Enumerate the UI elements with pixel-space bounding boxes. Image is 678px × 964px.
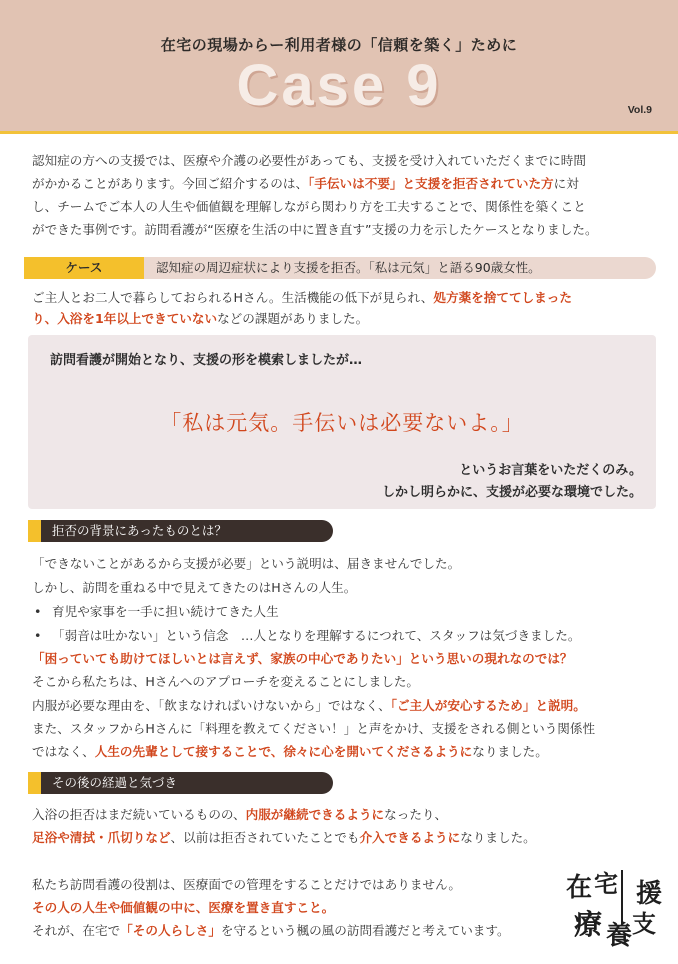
intro-highlight: 「手伝いは不要」と支援を拒否されていた方 [308,176,554,191]
section1-line-4: 内服が必要な理由を、「飲まなければいけないから」ではなく、「ご主人が安心するため」と説明。 [32,698,586,713]
section2-line-3: 私たち訪問看護の役割は、医療面での管理をすることだけではありません。 [32,877,461,892]
case-text-line-1: ご主人とお二人で暮らしておられるHさん。生活機能の低下が見られ、処方薬を捨ててしまった [32,290,572,305]
intro-line-1: 認知症の方への支援では、医療や介護の必要性があっても、支援を受け入れていただくまでに時間 [32,153,586,168]
page-title: Case 9 [236,53,442,118]
section1-highlight-line: 「困っていても助けてほしいとは言えず、家族の中心でありたい」という思いの現れなのでは？ [32,651,573,666]
quote-box [28,335,656,509]
section-heading-text: その後の経過と気づき [52,775,178,790]
quote-intro: 訪問看護が開始となり、支援の形を模索しましたが… [50,353,363,368]
logo-glyph-1: 在 [566,873,593,903]
logo-glyph-4: 養 [606,921,633,951]
calligraphy-logo [560,862,670,952]
case-description: 認知症の周辺症状により支援を拒否。「私は元気」と語る90歳女性。 [156,260,541,275]
header-divider [0,131,678,134]
bullet-item-1: • 育児や家事を一手に担い続けてきた人生 [52,600,279,623]
logo-glyph-2: 宅 [594,869,618,898]
section1-line-2: しかし、訪問を重ねる中で見えてきたのはHさんの人生。 [32,580,357,595]
section-heading-background [28,772,333,794]
section-heading-background [28,520,333,542]
section1-line-6: ではなく、人生の先輩として接することで、徐々に心を開いてくださるようになりました。 [32,744,548,759]
logo-glyph-5: 支 [632,909,656,938]
patient-quote: 「私は元気。手伝いは必要ないよ。」 [160,411,524,435]
page-subtitle: 在宅の現場からー利用者様の「信頼を築く」ために [160,36,518,54]
case-text-line-2: り、入浴を1年以上できていないなどの課題がありました。 [32,311,369,326]
bullet-item-2: • 「弱音は吐かない」という信念 …人となりを理解するにつれて、スタッフは気づきました。 [52,624,580,647]
header-banner [0,0,678,133]
section2-line-2: 足浴や清拭・爪切りなど、以前は拒否されていたことでも介入できるようになりました。 [32,830,536,845]
volume-label: Vol.9 [627,104,652,116]
section2-line-1: 入浴の拒否はまだ続いているものの、内服が継続できるようになったり、 [32,807,448,822]
quote-closing-2: しかし明らかに、支援が必要な環境でした。 [381,485,642,500]
intro-line-2: がかかることがあります。今回ご紹介するのは、「手伝いは不要」と支援を拒否されていた方に対 [32,176,579,191]
logo-glyph-6: 援 [636,879,663,909]
section2-line-4: その人の人生や価値観の中に、医療を置き直すこと。 [32,900,335,915]
section1-line-5: また、スタッフからHさんに「料理を教えてください！」と声をかけ、支援をされる側という関係性 [32,721,596,736]
intro-line-4: ができた事例です。訪問看護が“医療を生活の中に置き直す”支援の力を示したケースとなりました。 [32,222,598,237]
intro-line-3: し、チームでご本人の人生や価値観を理解しながら関わり方を工夫することで、関係性を築くこと [32,199,586,214]
case-bar [24,257,656,279]
section1-line-3: そこから私たちは、Hさんへのアプローチを変えることにしました。 [32,674,420,689]
section-accent [28,520,41,542]
logo-glyph-3: 療 [574,908,603,941]
section-heading-text: 拒否の背景にあったものとは？ [52,523,227,538]
quote-closing-1: というお言葉をいただくのみ。 [459,463,642,478]
section2-line-5: それが、在宅で「その人らしさ」を守るという楓の風の訪問看護だと考えています。 [32,923,510,938]
section-accent [28,772,41,794]
section1-line-1: 「できないことがあるから支援が必要」という説明は、届きませんでした。 [32,556,461,571]
case-tag: ケース [24,257,144,279]
